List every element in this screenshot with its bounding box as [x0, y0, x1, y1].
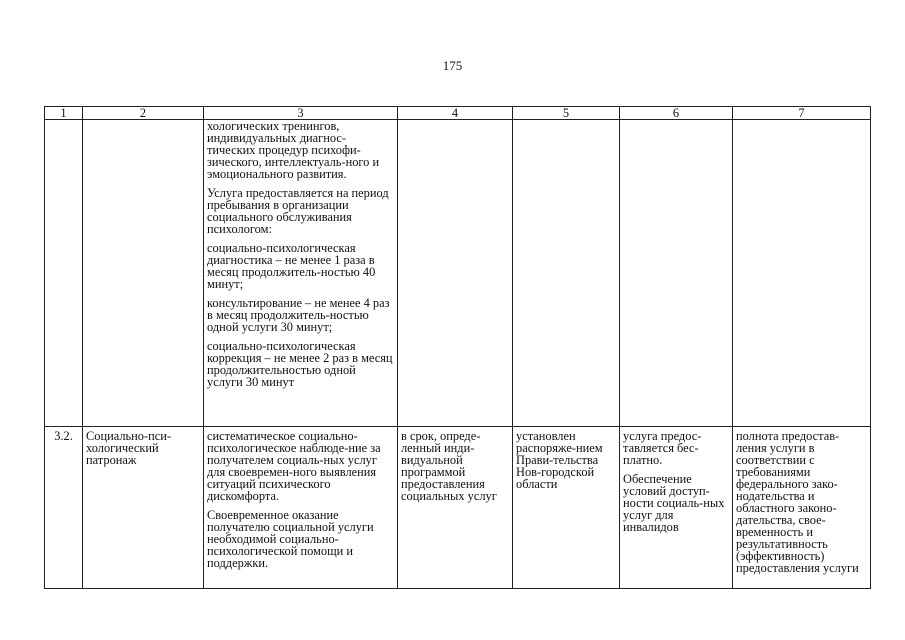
cell-row-number: 3.2. [45, 427, 83, 589]
column-header-5: 5 [513, 107, 620, 120]
column-number-row [45, 107, 871, 120]
description-paragraph: Услуга предоставляется на период пребывания в организации социального обслуживания психологом: [207, 186, 389, 236]
cell-empty [398, 120, 513, 427]
description-paragraph: систематическое социально-психологическое наблюде-ние за получателем социаль-ных услуг для своевремен-ного выявления ситуаций психического дискомфорта. [207, 429, 381, 503]
cell-service-description [204, 120, 398, 427]
cell-empty [513, 120, 620, 427]
cell-empty [83, 120, 204, 427]
cell-empty [620, 120, 733, 427]
description-paragraph: консультирование – не менее 4 раз в месяц продолжитель-ностью одной услуги 30 минут; [207, 296, 390, 334]
conditions-paragraph: Обеспечение условий доступ-ности социаль-ных услуг для инвалидов [623, 472, 725, 534]
cell-service-tariff: установлен распоряже-нием Прави-тельства Нов-городской области [513, 427, 620, 589]
cell-service-conditions [620, 427, 733, 589]
cell-empty [733, 120, 871, 427]
description-paragraph: Своевременное оказание получателю социальной услуги необходимой социально-психологической помощи и поддержки. [207, 508, 374, 570]
page-number: 175 [442, 58, 463, 73]
cell-service-terms: в срок, опреде-ленный инди-видуальной программой предоставления социальных услуг [398, 427, 513, 589]
column-header-3: 3 [204, 107, 398, 120]
column-header-4: 4 [398, 107, 513, 120]
description-paragraph: хологических тренингов, индивидуальных диагнос-тических процедур психофи-зического, интеллектуаль-ного и эмоционального развития. [207, 119, 380, 181]
description-paragraph: социально-психологическая диагностика – не менее 1 раза в месяц продолжитель-ностью 40 минут; [207, 241, 376, 291]
description-paragraph: социально-психологическая коррекция – не менее 2 раз в месяц продолжительностью одной услуги 30 минут [207, 339, 393, 389]
cell-empty [45, 120, 83, 427]
cell-service-name: Социально-пси-хологический патронаж [83, 427, 204, 589]
conditions-paragraph: услуга предос-тавляется бес-платно. [623, 429, 702, 467]
column-header-7: 7 [733, 107, 871, 120]
table-row-3-2 [45, 427, 871, 589]
cell-service-quality: полнота предостав-ления услуги в соответствии с требованиями федерального зако-нодательства и областного законо-дательства, свое-временность и результативность (эффективность) предоставления услуги [733, 427, 871, 589]
column-header-6: 6 [620, 107, 733, 120]
column-header-1: 1 [45, 107, 83, 120]
cell-service-description [204, 427, 398, 589]
services-table [44, 106, 871, 589]
table-row-continuation [45, 120, 871, 427]
column-header-2: 2 [83, 107, 204, 120]
